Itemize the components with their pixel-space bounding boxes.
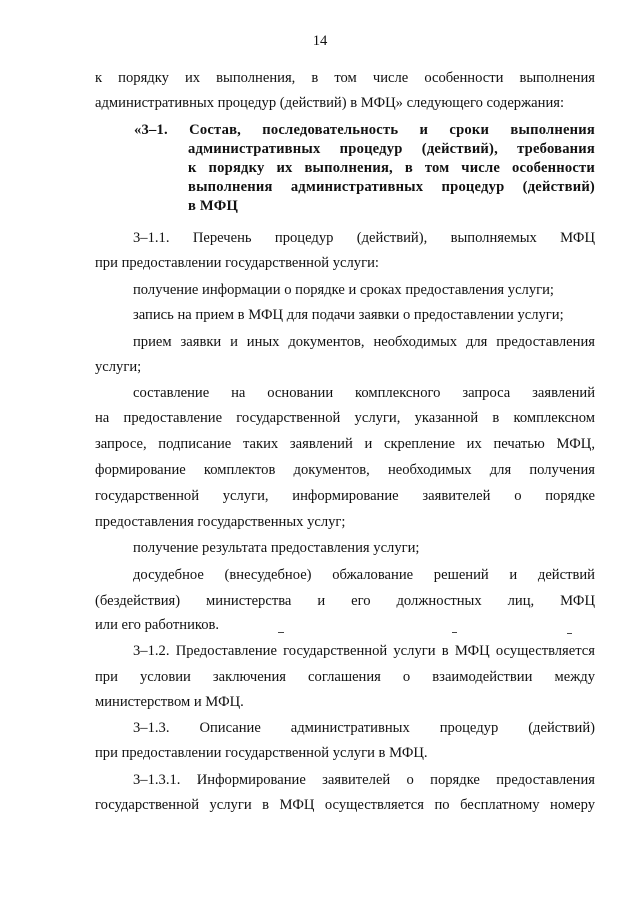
text-line: государственной услуги в МФЦ осуществляется по бесплатному номеру bbox=[95, 797, 595, 813]
section-heading: к порядку их выполнения, в том числе особенности bbox=[188, 160, 595, 176]
list-item: получение информации о порядке и сроках предоставления услуги; bbox=[133, 282, 554, 298]
list-item: государственной услуги, информирование заявителей о порядке bbox=[95, 488, 595, 504]
list-item: услуги; bbox=[95, 359, 142, 375]
page-number: 14 bbox=[312, 33, 328, 49]
list-item: на предоставление государственной услуги, указанной в комплексном bbox=[95, 410, 595, 426]
text-line: к порядку их выполнения, в том числе особенности выполнения bbox=[95, 70, 595, 86]
list-item: запросе, подписание таких заявлений и скрепление их печатью МФЦ, bbox=[95, 436, 595, 452]
text-line: министерством и МФЦ. bbox=[95, 694, 244, 710]
scan-mark bbox=[452, 632, 457, 633]
scan-mark bbox=[278, 632, 284, 633]
list-item: предоставления государственных услуг; bbox=[95, 514, 346, 530]
list-item: составление на основании комплексного запроса заявлений bbox=[133, 385, 595, 401]
text-line: административных процедур (действий) в МФЦ» следующего содержания: bbox=[95, 95, 565, 111]
list-item: досудебное (внесудебное) обжалование решений и действий bbox=[133, 567, 595, 583]
text-line: при условии заключения соглашения о взаимодействии между bbox=[95, 669, 595, 685]
scan-mark bbox=[567, 633, 572, 634]
text-line: при предоставлении государственной услуги в МФЦ. bbox=[95, 745, 428, 761]
text-line: при предоставлении государственной услуги: bbox=[95, 255, 379, 271]
list-item: получение результата предоставления услуги; bbox=[133, 540, 420, 556]
text-line: 3–1.1. Перечень процедур (действий), выполняемых МФЦ bbox=[133, 230, 595, 246]
section-heading: выполнения административных процедур (действий) bbox=[188, 179, 595, 195]
text-line: 3–1.3. Описание административных процедур (действий) bbox=[133, 720, 595, 736]
list-item: прием заявки и иных документов, необходимых для предоставления bbox=[133, 334, 595, 350]
section-heading: в МФЦ bbox=[188, 198, 238, 214]
list-item: (бездействия) министерства и его должностных лиц, МФЦ bbox=[95, 593, 595, 609]
list-item: запись на прием в МФЦ для подачи заявки о предоставлении услуги; bbox=[133, 307, 564, 323]
section-heading: «3–1. Состав, последовательность и сроки выполнения bbox=[134, 122, 595, 138]
text-line: 3–1.2. Предоставление государственной услуги в МФЦ осуществляется bbox=[133, 643, 595, 659]
text-line: 3–1.3.1. Информирование заявителей о порядке предоставления bbox=[133, 772, 595, 788]
list-item: формирование комплектов документов, необходимых для получения bbox=[95, 462, 595, 478]
section-heading: административных процедур (действий), требования bbox=[188, 141, 595, 157]
list-item: или его работников. bbox=[95, 617, 220, 633]
